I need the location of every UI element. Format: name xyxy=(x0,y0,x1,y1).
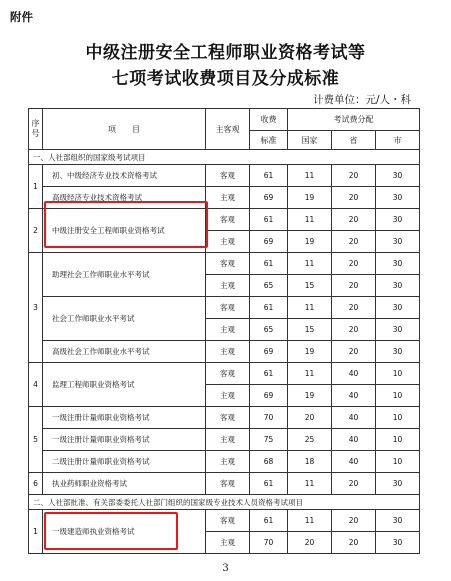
row-item: 一级建造师执业资格考试 xyxy=(43,510,206,554)
row-item: 初、中级经济专业技术资格考试 xyxy=(43,165,206,187)
row-province: 40 xyxy=(332,363,376,385)
row-province: 20 xyxy=(332,510,376,532)
document-title-line2: 七项考试收费项目及分成标准 xyxy=(111,69,340,89)
row-national: 19 xyxy=(288,231,332,253)
header-distribution: 考试费分配 xyxy=(288,109,420,131)
table-row xyxy=(29,451,420,473)
row-seq: 2 xyxy=(29,209,43,253)
row-item: 高级经济专业技术资格考试 xyxy=(43,187,206,209)
row-type: 客观 xyxy=(206,253,250,275)
row-province: 20 xyxy=(332,209,376,231)
row-city: 30 xyxy=(376,319,420,341)
row-city: 30 xyxy=(376,165,420,187)
page-number: 3 xyxy=(222,563,229,574)
row-fee: 69 xyxy=(250,385,288,407)
row-province: 20 xyxy=(332,473,376,495)
row-national: 11 xyxy=(288,165,332,187)
row-fee: 65 xyxy=(250,319,288,341)
header-province: 省 xyxy=(332,131,376,150)
row-type: 主观 xyxy=(206,429,250,451)
section-row xyxy=(29,495,420,510)
row-type: 客观 xyxy=(206,363,250,385)
row-type: 主观 xyxy=(206,275,250,297)
row-city: 30 xyxy=(376,187,420,209)
row-national: 18 xyxy=(288,451,332,473)
row-city: 30 xyxy=(376,341,420,363)
table-row xyxy=(29,165,420,187)
row-seq: 3 xyxy=(29,253,43,363)
row-national: 20 xyxy=(288,407,332,429)
row-item: 高级社会工作师职业水平考试 xyxy=(43,341,206,363)
row-type: 主观 xyxy=(206,385,250,407)
row-item: 执业药师职业资格考试 xyxy=(43,473,206,495)
row-type: 客观 xyxy=(206,510,250,532)
fee-table xyxy=(28,108,420,554)
row-fee: 68 xyxy=(250,451,288,473)
row-city: 30 xyxy=(376,231,420,253)
row-national: 11 xyxy=(288,473,332,495)
row-city: 10 xyxy=(376,407,420,429)
row-item: 中级注册安全工程师职业资格考试 xyxy=(43,209,206,253)
row-type: 客观 xyxy=(206,297,250,319)
highlight-box-constructor xyxy=(44,512,178,550)
row-fee: 69 xyxy=(250,231,288,253)
row-type: 客观 xyxy=(206,165,250,187)
row-national: 15 xyxy=(288,319,332,341)
table-row xyxy=(29,297,420,319)
row-national: 11 xyxy=(288,510,332,532)
row-national: 19 xyxy=(288,341,332,363)
table-row xyxy=(29,341,420,363)
section-title: 二、人社部批准、有关部委委托人社部门组织的国家级专业技术人员资格考试项目 xyxy=(29,495,420,510)
row-province: 40 xyxy=(332,429,376,451)
row-seq: 5 xyxy=(29,407,43,473)
section-row xyxy=(29,150,420,165)
row-city: 10 xyxy=(376,363,420,385)
row-national: 11 xyxy=(288,209,332,231)
row-national: 15 xyxy=(288,275,332,297)
row-province: 20 xyxy=(332,319,376,341)
row-type: 主观 xyxy=(206,187,250,209)
row-city: 30 xyxy=(376,297,420,319)
row-city: 30 xyxy=(376,532,420,554)
row-seq: 1 xyxy=(29,165,43,209)
table-row xyxy=(29,363,420,385)
row-city: 30 xyxy=(376,510,420,532)
row-fee: 65 xyxy=(250,275,288,297)
table-row xyxy=(29,253,420,275)
row-province: 40 xyxy=(332,385,376,407)
row-item: 二级注册计量师职业资格考试 xyxy=(43,451,206,473)
row-city: 10 xyxy=(376,429,420,451)
table-row xyxy=(29,429,420,451)
header-seq: 序号 xyxy=(29,109,43,150)
row-type: 主观 xyxy=(206,341,250,363)
row-item: 监理工程师职业资格考试 xyxy=(43,363,206,407)
highlight-box-safety-engineer xyxy=(44,201,208,248)
row-fee: 61 xyxy=(250,510,288,532)
row-item: 社会工作师职业水平考试 xyxy=(43,297,206,341)
header-standard: 标准 xyxy=(250,131,288,150)
row-fee: 61 xyxy=(250,165,288,187)
row-fee: 75 xyxy=(250,429,288,451)
row-national: 11 xyxy=(288,363,332,385)
row-national: 25 xyxy=(288,429,332,451)
row-type: 主观 xyxy=(206,319,250,341)
row-fee: 61 xyxy=(250,473,288,495)
row-city: 30 xyxy=(376,253,420,275)
row-national: 20 xyxy=(288,532,332,554)
header-fee: 收费 xyxy=(250,109,288,131)
row-province: 20 xyxy=(332,297,376,319)
header-item: 项 目 xyxy=(43,109,206,150)
row-province: 40 xyxy=(332,407,376,429)
row-city: 10 xyxy=(376,451,420,473)
row-city: 30 xyxy=(376,209,420,231)
header-city: 市 xyxy=(376,131,420,150)
row-fee: 61 xyxy=(250,363,288,385)
row-city: 30 xyxy=(376,275,420,297)
row-item: 一级注册计量师职业资格考试 xyxy=(43,407,206,429)
row-type: 主观 xyxy=(206,532,250,554)
header-national: 国家 xyxy=(288,131,332,150)
row-type: 主观 xyxy=(206,231,250,253)
unit-label: 计费单位：元/人・科 xyxy=(312,94,411,106)
row-fee: 61 xyxy=(250,297,288,319)
row-province: 20 xyxy=(332,275,376,297)
row-type: 客观 xyxy=(206,473,250,495)
row-province: 20 xyxy=(332,253,376,275)
row-city: 10 xyxy=(376,385,420,407)
row-city: 30 xyxy=(376,473,420,495)
table-row xyxy=(29,407,420,429)
row-item: 一级注册计量师职业资格考试 xyxy=(43,429,206,451)
row-seq: 4 xyxy=(29,363,43,407)
row-national: 11 xyxy=(288,297,332,319)
row-fee: 70 xyxy=(250,532,288,554)
row-fee: 70 xyxy=(250,407,288,429)
row-seq: 6 xyxy=(29,473,43,495)
row-province: 20 xyxy=(332,341,376,363)
table-header-row xyxy=(29,109,420,131)
row-type: 客观 xyxy=(206,209,250,231)
row-fee: 61 xyxy=(250,209,288,231)
row-province: 20 xyxy=(332,165,376,187)
row-national: 19 xyxy=(288,385,332,407)
row-province: 20 xyxy=(332,532,376,554)
document-title-line1: 中级注册安全工程师职业资格考试等 xyxy=(85,43,366,63)
row-national: 11 xyxy=(288,253,332,275)
row-national: 19 xyxy=(288,187,332,209)
header-type: 主客观 xyxy=(206,109,250,150)
row-seq: 1 xyxy=(29,510,43,554)
row-fee: 69 xyxy=(250,341,288,363)
section-title: 一、人社部组织的国家级考试项目 xyxy=(29,150,420,165)
row-province: 40 xyxy=(332,451,376,473)
row-item: 助理社会工作师职业水平考试 xyxy=(43,253,206,297)
attachment-label: 附件 xyxy=(10,10,33,24)
table-row xyxy=(29,473,420,495)
row-fee: 61 xyxy=(250,253,288,275)
row-type: 主观 xyxy=(206,451,250,473)
row-type: 客观 xyxy=(206,407,250,429)
row-province: 20 xyxy=(332,231,376,253)
row-province: 20 xyxy=(332,187,376,209)
row-fee: 69 xyxy=(250,187,288,209)
